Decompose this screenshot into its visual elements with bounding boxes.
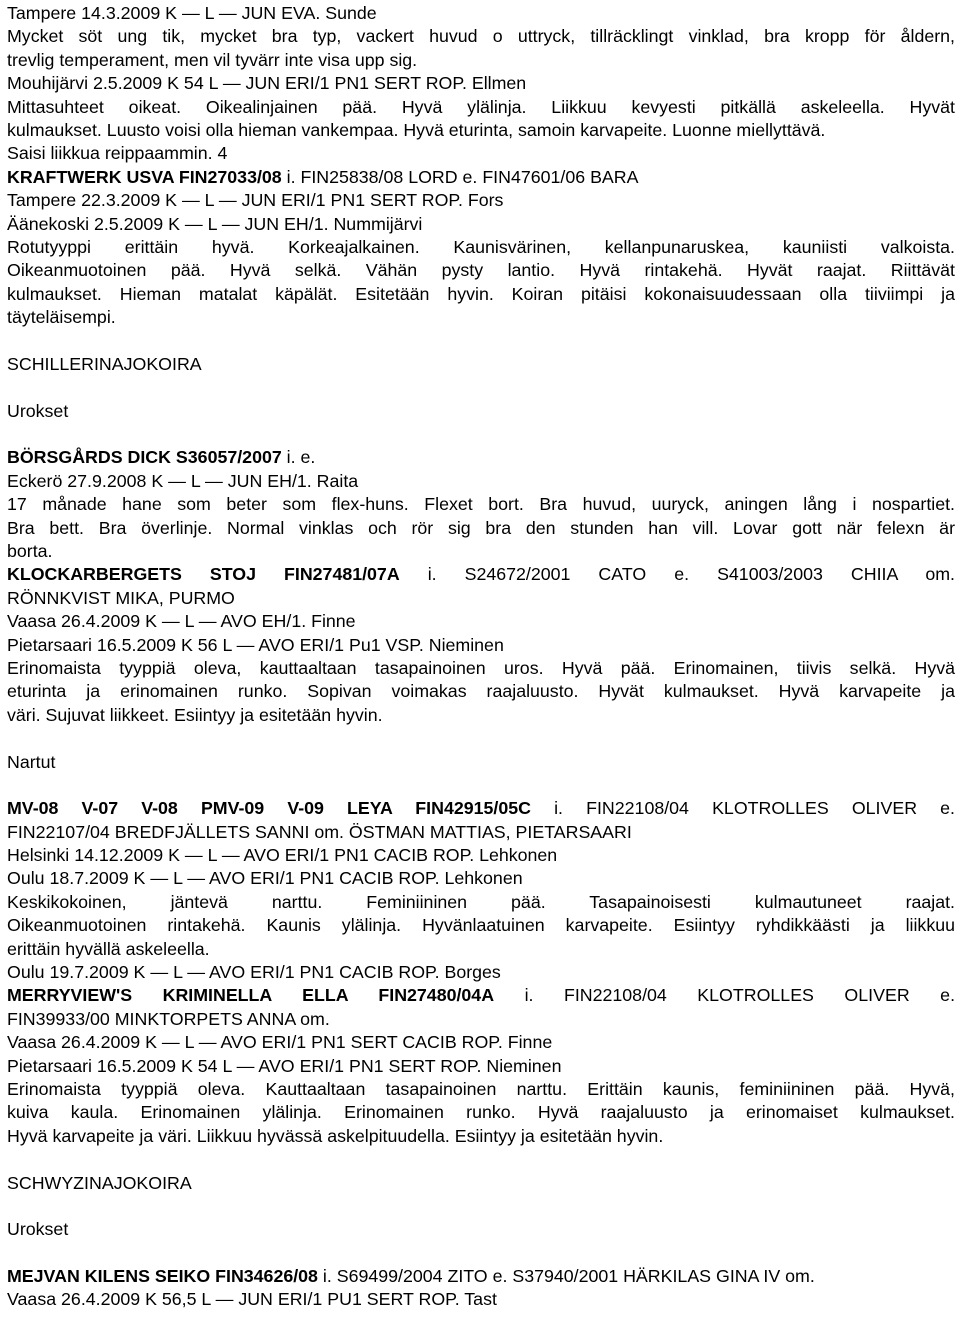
- line-text: Äänekoski 2.5.2009 K — L — JUN EH/1. Nummijärvi: [7, 213, 423, 234]
- text-line: [7, 400, 955, 423]
- text-line: [7, 657, 955, 680]
- blank-line: [7, 1195, 955, 1218]
- text-line: [7, 1172, 955, 1195]
- text-line: [7, 1218, 955, 1241]
- line-text: Saisi liikkua reippaammin. 4: [7, 143, 228, 164]
- line-text: erittäin hyvällä askeleella.: [7, 938, 210, 959]
- line-text: Keskikokoinen, jäntevä narttu. Feminiininen pää. Tasapainoisesti kulmautuneet raajat.: [7, 891, 955, 912]
- text-line: [7, 540, 955, 563]
- line-text: Oulu 19.7.2009 K — L — AVO ERI/1 PN1 CACIB ROP. Borges: [7, 962, 501, 983]
- text-line: [7, 283, 955, 306]
- text-line: [7, 49, 955, 72]
- line-text: kulmaukset. Luusto voisi olla hieman vankempaa. Hyvä eturinta, samoin karvapeite. Luonne miellyttävä.: [7, 119, 826, 140]
- line-text: kulmaukset. Hieman matalat käpälät. Esitetään hyvin. Koiran pitäisi kokonaisuudessaan olla tiiviimpi ja: [7, 283, 955, 304]
- blank-line: [7, 727, 955, 750]
- dog-entry-heading: [7, 797, 955, 820]
- line-text: Urokset: [7, 400, 69, 421]
- line-text: Tampere 22.3.2009 K — L — JUN ERI/1 PN1 SERT ROP. Fors: [7, 190, 504, 211]
- dog-entry-heading: [7, 1265, 955, 1288]
- text-line: [7, 96, 955, 119]
- text-line: [7, 1288, 955, 1311]
- line-text: Vaasa 26.4.2009 K — L — AVO EH/1. Finne: [7, 611, 356, 632]
- text-line: [7, 587, 955, 610]
- line-text: eturinta ja erinomainen runko. Sopivan voimakas raajaluusto. Hyvät kulmaukset. Hyvä karvapeite ja: [7, 681, 955, 702]
- line-text: Vaasa 26.4.2009 K — L — AVO ERI/1 PN1 SERT CACIB ROP. Finne: [7, 1032, 553, 1053]
- line-text: SCHILLERINAJOKOIRA: [7, 353, 202, 374]
- text-line: [7, 470, 955, 493]
- dog-entry-heading: [7, 563, 955, 586]
- dog-entry-heading: [7, 166, 955, 189]
- text-line: [7, 751, 955, 774]
- line-text: i. e.: [281, 447, 316, 468]
- line-text: trevlig temperament, men vil tyvärr inte visa upp sig.: [7, 49, 418, 70]
- text-line: [7, 961, 955, 984]
- dog-entry-heading: [7, 984, 955, 1007]
- text-line: [7, 634, 955, 657]
- dog-name: MERRYVIEW'S KRIMINELLA ELLA FIN27480/04A: [7, 985, 495, 1006]
- blank-line: [7, 423, 955, 446]
- line-text: borta.: [7, 540, 53, 561]
- line-text: 17 månade hane som beter som flex-huns. Flexet bort. Bra huvud, uuryck, aningen lång i nospartiet.: [7, 494, 955, 515]
- dog-name: KLOCKARBERGETS STOJ FIN27481/07A: [7, 564, 400, 585]
- text-line: [7, 189, 955, 212]
- text-line: [7, 867, 955, 890]
- text-line: [7, 493, 955, 516]
- text-line: [7, 610, 955, 633]
- text-line: [7, 259, 955, 282]
- line-text: Vaasa 26.4.2009 K 56,5 L — JUN ERI/1 PU1 SERT ROP. Tast: [7, 1289, 497, 1310]
- document-page: [7, 2, 955, 1312]
- line-text: väri. Sujuvat liikkeet. Esiintyy ja esitetään hyvin.: [7, 704, 383, 725]
- line-text: Oikeanmuotoinen pää. Hyvä selkä. Vähän pysty lantio. Hyvä rintakehä. Hyvät raajat. Riittävät: [7, 260, 955, 281]
- line-text: Pietarsaari 16.5.2009 K 56 L — AVO ERI/1 Pu1 VSP. Nieminen: [7, 634, 504, 655]
- line-text: Tampere 14.3.2009 K — L — JUN EVA. Sunde: [7, 3, 377, 23]
- line-text: Mittasuhteet oikeat. Oikealinjainen pää. Hyvä ylälinja. Liikkuu kevyesti pitkällä askeleella. Hyvät: [7, 96, 955, 117]
- line-text: Mycket söt ung tik, mycket bra typ, vackert huvud o uttryck, tillräcklingt vinklad, bra kropp för åldern,: [7, 26, 955, 47]
- line-text: i. S24672/2001 CATO e. S41003/2003 CHIIA om.: [399, 564, 955, 585]
- dog-name: BÖRSGÅRDS DICK S36057/2007: [7, 447, 282, 468]
- text-line: [7, 517, 955, 540]
- text-line: [7, 306, 955, 329]
- line-text: i. FIN22108/04 KLOTROLLES OLIVER e.: [530, 798, 956, 819]
- line-text: Erinomaista tyyppiä oleva, kauttaaltaan tasapainoinen uros. Hyvä pää. Erinomainen, tiivis selkä. Hyvä: [7, 657, 955, 678]
- line-text: kuiva kaula. Erinomainen ylälinja. Erinomainen runko. Hyvä raajaluusto ja erinomaiset kulmaukset.: [7, 1102, 955, 1123]
- text-line: [7, 844, 955, 867]
- line-text: Oikeanmuotoinen rintakehä. Kaunis ylälinja. Hyvänlaatuinen karvapeite. Esiintyy ryhdikkäästi ja liikkuu: [7, 915, 955, 936]
- blank-line: [7, 774, 955, 797]
- text-line: [7, 353, 955, 376]
- blank-line: [7, 1242, 955, 1265]
- line-text: Mouhijärvi 2.5.2009 K 54 L — JUN ERI/1 PN1 SERT ROP. Ellmen: [7, 73, 527, 94]
- line-text: i. S69499/2004 ZITO e. S37940/2001 HÄRKILAS GINA IV om.: [317, 1266, 815, 1287]
- text-line: [7, 891, 955, 914]
- text-line: [7, 119, 955, 142]
- line-text: Rotutyyppi erittäin hyvä. Korkeajalkainen. Kaunisvärinen, kellanpunaruskea, kauniisti valkoista.: [7, 236, 955, 257]
- line-text: SCHWYZINAJOKOIRA: [7, 1172, 192, 1193]
- line-text: Pietarsaari 16.5.2009 K 54 L — AVO ERI/1 PN1 SERT ROP. Nieminen: [7, 1055, 562, 1076]
- line-text: FIN22107/04 BREDFJÄLLETS SANNI om. ÖSTMAN MATTIAS, PIETARSAARI: [7, 821, 632, 842]
- text-line: [7, 72, 955, 95]
- text-line: [7, 1101, 955, 1124]
- line-text: FIN39933/00 MINKTORPETS ANNA om.: [7, 1008, 330, 1029]
- line-text: RÖNNKVIST MIKA, PURMO: [7, 587, 235, 608]
- line-text: Oulu 18.7.2009 K — L — AVO ERI/1 PN1 CACIB ROP. Lehkonen: [7, 868, 523, 889]
- text-line: [7, 1125, 955, 1148]
- text-line: [7, 914, 955, 937]
- blank-line: [7, 376, 955, 399]
- line-text: Nartut: [7, 751, 56, 772]
- line-text: Hyvä karvapeite ja väri. Liikkuu hyvässä askelpituudella. Esiintyy ja esitetään hyvin.: [7, 1125, 664, 1146]
- text-line: [7, 142, 955, 165]
- line-text: Eckerö 27.9.2008 K — L — JUN EH/1. Raita: [7, 470, 359, 491]
- dog-name: KRAFTWERK USVA FIN27033/08: [7, 166, 282, 187]
- text-line: [7, 680, 955, 703]
- line-text: Bra bett. Bra överlinje. Normal vinklas och rör sig bra den stunden han vill. Lovar gott när felexn är: [7, 517, 955, 538]
- line-text: täyteläisempi.: [7, 307, 116, 328]
- line-text: i. FIN22108/04 KLOTROLLES OLIVER e.: [494, 985, 956, 1006]
- dog-entry-heading: [7, 446, 955, 469]
- line-text: Erinomaista tyyppiä oleva. Kauttaaltaan tasapainoinen narttu. Erittäin kaunis, feminiininen pää. Hyvä,: [7, 1078, 955, 1099]
- dog-name: MV-08 V-07 V-08 PMV-09 V-09 LEYA FIN42915/05C: [7, 798, 531, 819]
- text-line: [7, 1008, 955, 1031]
- text-line: [7, 938, 955, 961]
- blank-line: [7, 329, 955, 352]
- text-line: [7, 1031, 955, 1054]
- text-line: [7, 1078, 955, 1101]
- text-line: [7, 236, 955, 259]
- line-text: Helsinki 14.12.2009 K — L — AVO ERI/1 PN1 CACIB ROP. Lehkonen: [7, 845, 558, 866]
- text-line: [7, 25, 955, 48]
- dog-name: MEJVAN KILENS SEIKO FIN34626/08: [7, 1266, 318, 1287]
- line-text: Urokset: [7, 1219, 69, 1240]
- text-line: [7, 213, 955, 236]
- text-line: [7, 2, 955, 25]
- blank-line: [7, 1148, 955, 1171]
- text-line: [7, 821, 955, 844]
- text-line: [7, 1055, 955, 1078]
- line-text: i. FIN25838/08 LORD e. FIN47601/06 BARA: [281, 166, 639, 187]
- text-line: [7, 704, 955, 727]
